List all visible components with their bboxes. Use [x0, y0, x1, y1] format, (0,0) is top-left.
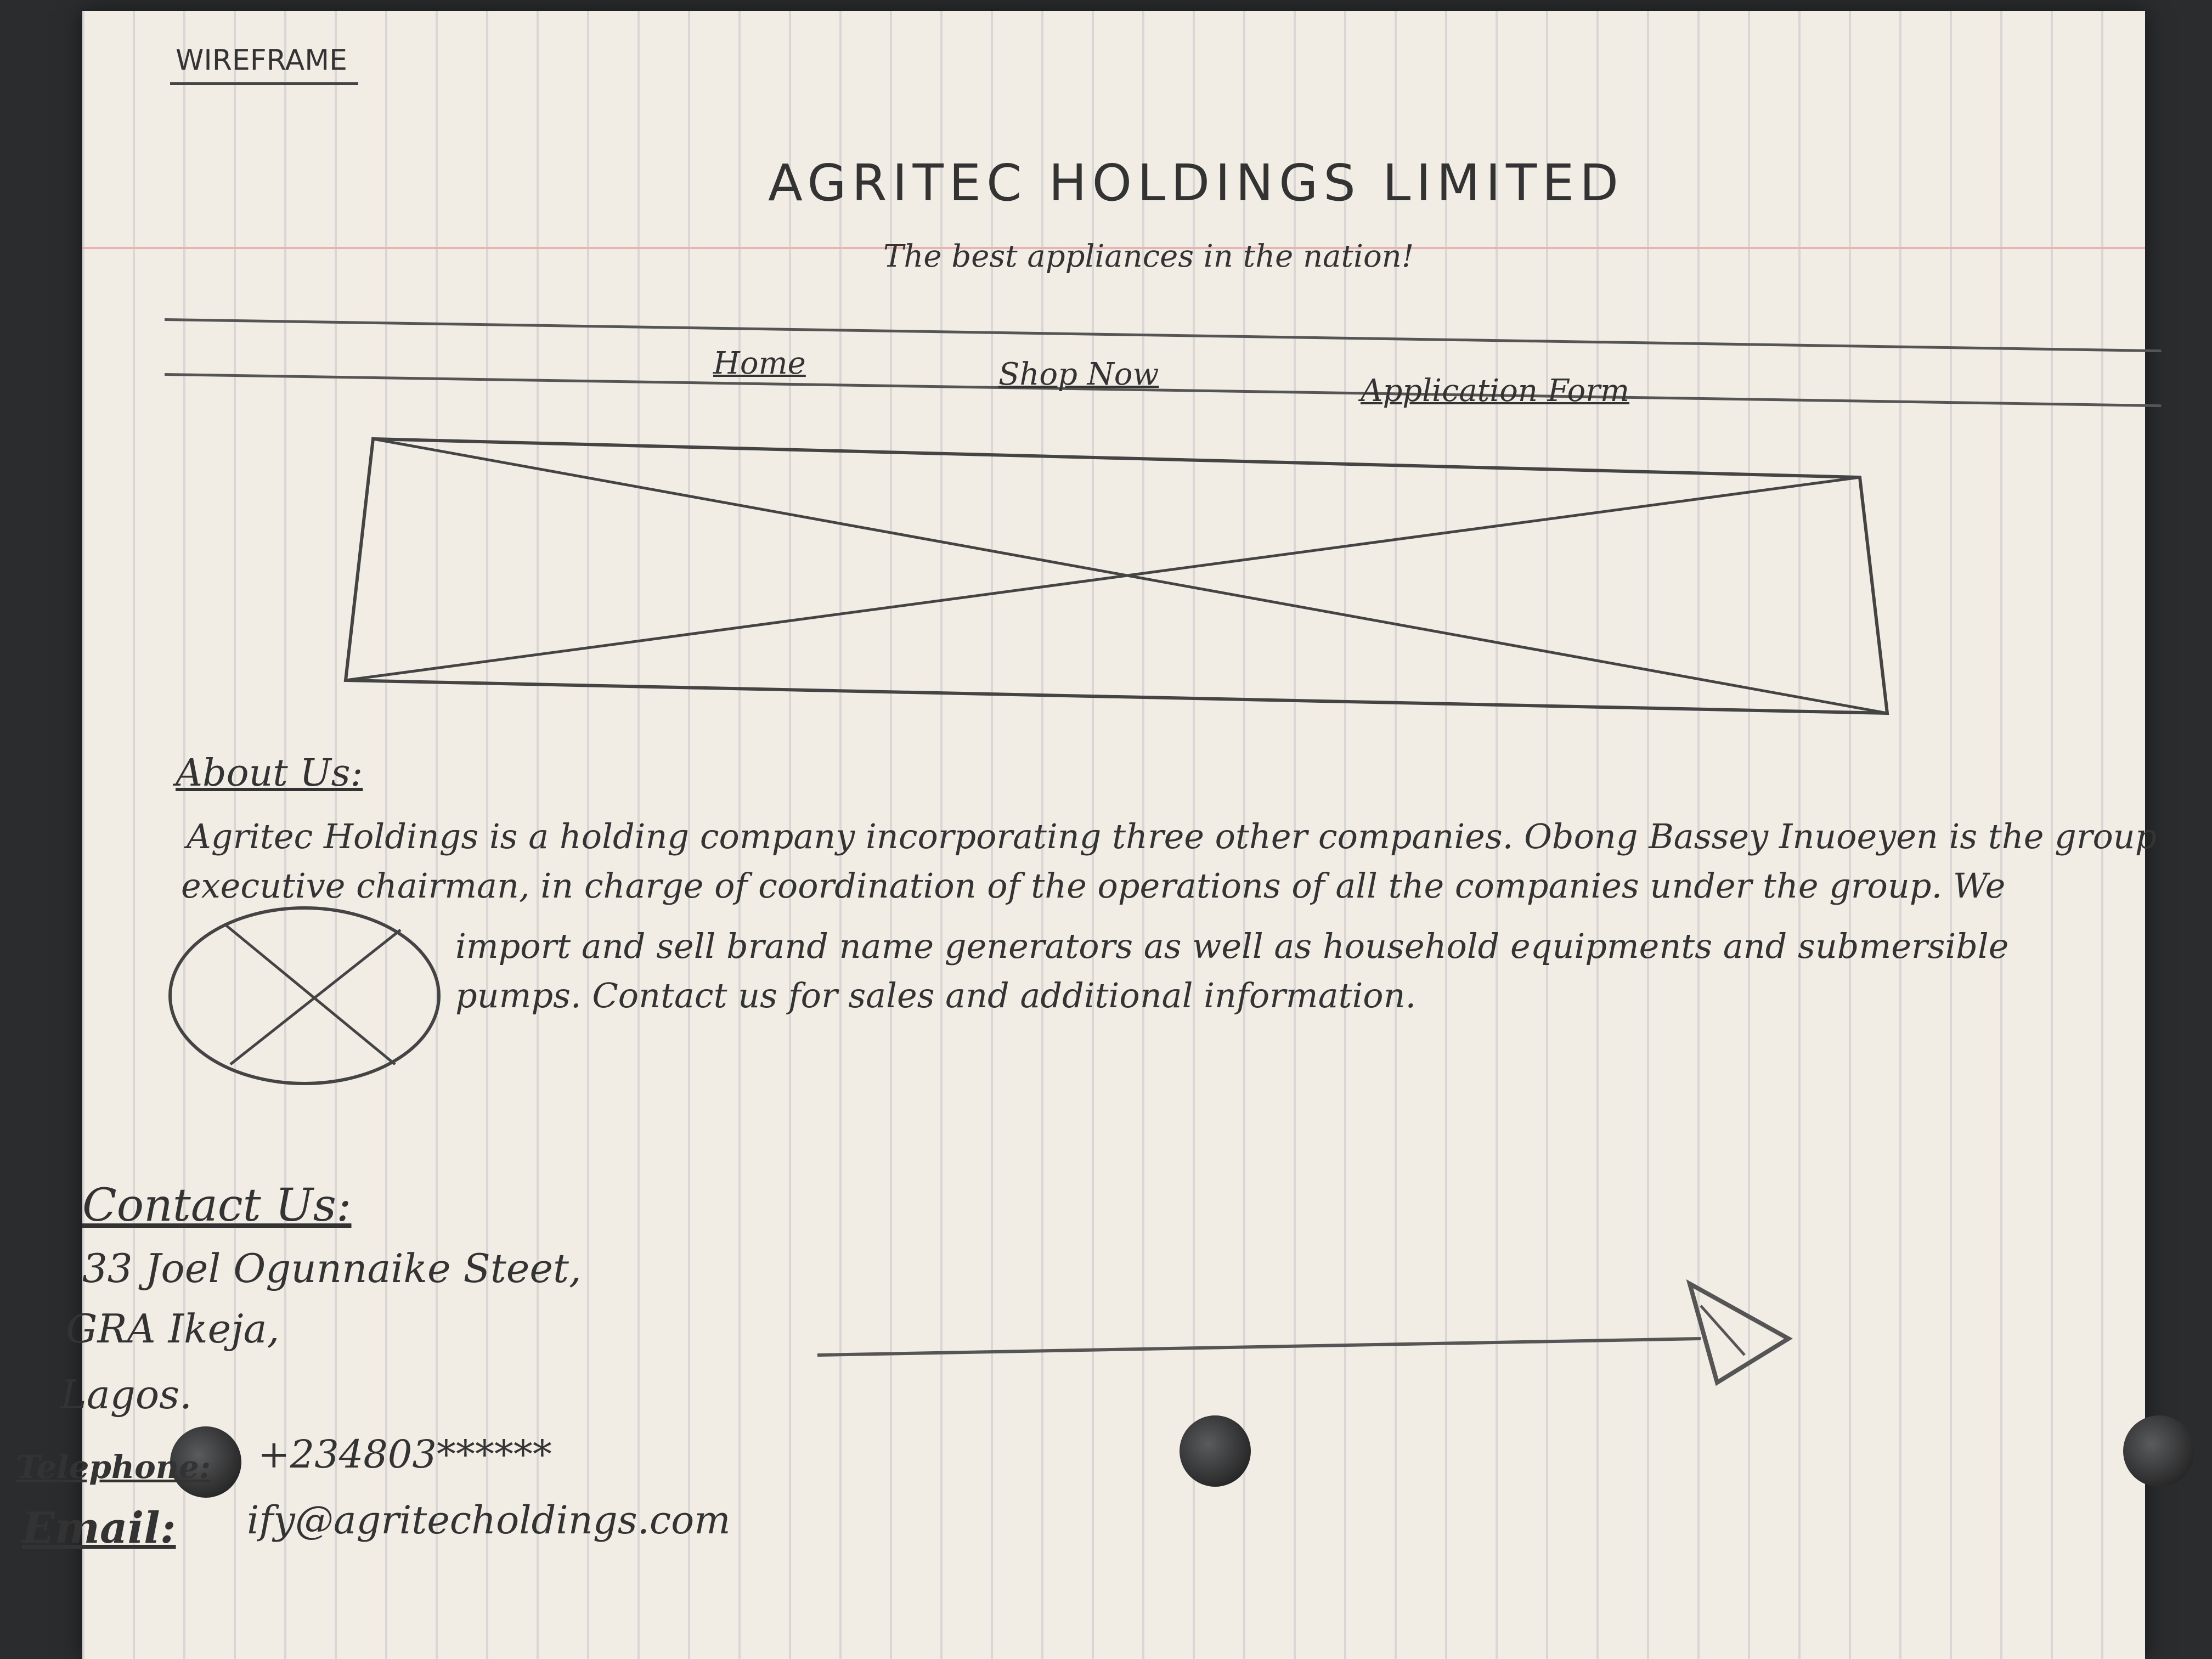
nav-shop-now-link[interactable]: Shop Now: [998, 357, 1159, 392]
about-heading: About Us:: [176, 752, 363, 795]
telephone-value[interactable]: +234803******: [258, 1432, 552, 1477]
punch-hole: [1180, 1415, 1251, 1487]
email-label: Email:: [22, 1503, 176, 1553]
wireframe-label: WIREFRAME: [170, 44, 358, 85]
about-text-line: executive chairman, in charge of coordination of the operations of all the companies under the group. We: [181, 866, 2006, 906]
about-image-placeholder: [159, 900, 450, 1092]
hero-image-placeholder: [340, 433, 1893, 719]
address-line: Lagos.: [60, 1372, 193, 1418]
address-line: 33 Joel Ogunnaike Steet,: [82, 1245, 582, 1291]
about-text-line: pumps. Contact us for sales and additional information.: [455, 975, 1417, 1015]
about-text-line: import and sell brand name generators as well as household equipments and submersible: [455, 926, 2009, 966]
about-text-line: Agritec Holdings is a holding company incorporating three other companies. Obong Bassey Inuoeyen is the group: [187, 816, 2157, 856]
next-arrow-icon[interactable]: [812, 1273, 1799, 1410]
site-title: AGRITEC HOLDINGS LIMITED: [768, 154, 1624, 212]
nav-application-form-link[interactable]: Application Form: [1361, 373, 1630, 409]
contact-heading: Contact Us:: [82, 1180, 352, 1232]
nav-home-link[interactable]: Home: [713, 346, 806, 381]
punch-hole: [2123, 1415, 2194, 1487]
site-tagline: The best appliances in the nation!: [883, 239, 1414, 274]
telephone-label: Telephone:: [16, 1448, 211, 1486]
address-line: GRA Ikeja,: [66, 1306, 280, 1352]
email-value[interactable]: ify@agritecholdings.com: [247, 1498, 731, 1543]
